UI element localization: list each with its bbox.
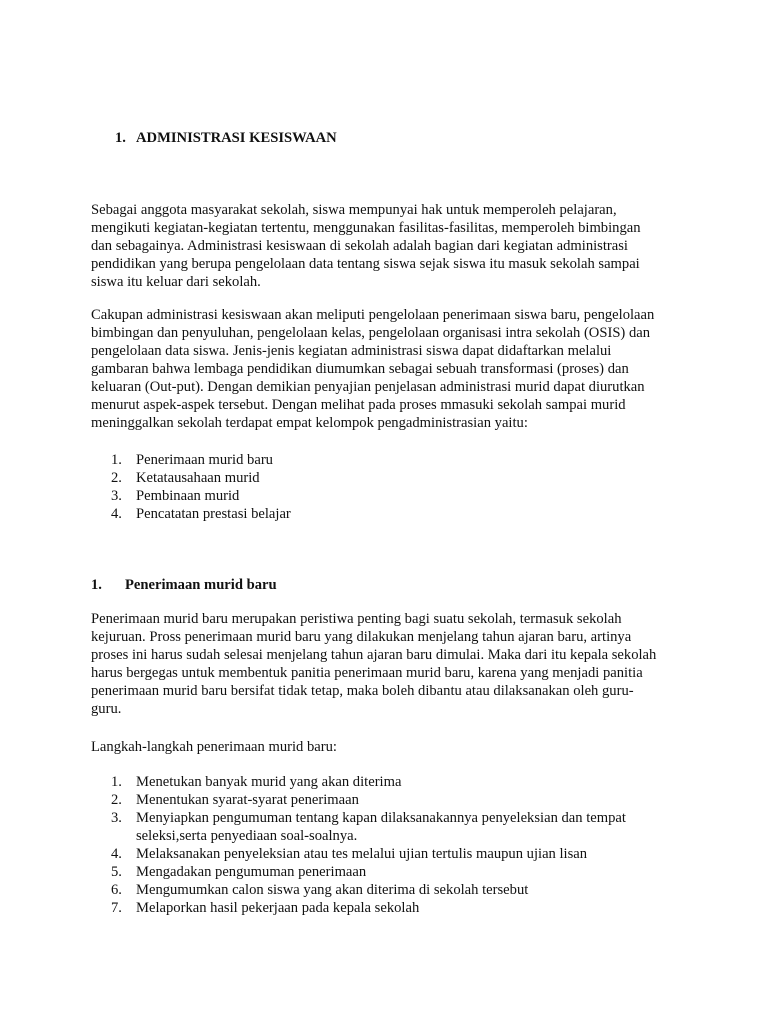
list-number: 5.	[111, 864, 122, 880]
paragraph-line: siswa itu keluar dari sekolah.	[91, 274, 261, 290]
paragraph-intro	[91, 201, 671, 291]
list-item	[111, 881, 626, 899]
paragraph-line: Cakupan administrasi kesiswaan akan meliputi pengelolaan penerimaan siswa baru, pengelolaan	[91, 307, 655, 323]
list-text: Mengadakan pengumuman penerimaan	[136, 864, 367, 880]
list-item	[111, 505, 291, 523]
paragraph-line: Penerimaan murid baru merupakan peristiwa penting bagi suatu sekolah, termasuk sekolah	[91, 611, 622, 627]
list-text: Mengumumkan calon siswa yang akan diterima di sekolah tersebut	[136, 882, 529, 898]
list-number: 1.	[111, 774, 122, 790]
list-text: Melaksanakan penyeleksian atau tes melalui ujian tertulis maupun ujian lisan	[136, 846, 588, 862]
list-text: Menentukan syarat-syarat penerimaan	[136, 792, 359, 808]
paragraph-admission	[91, 610, 671, 718]
admission-steps-list	[111, 773, 626, 917]
list-text: seleksi,serta penyediaan soal-soalnya.	[136, 828, 358, 844]
list-number: 2.	[111, 470, 122, 486]
paragraph-line: meninggalkan sekolah terdapat empat kelompok pengadministrasian yaitu:	[91, 415, 528, 431]
list-text: Penerimaan murid baru	[136, 452, 273, 468]
list-item	[111, 899, 626, 917]
paragraph-line: harus bergegas untuk membentuk panitia penerimaan murid baru, karena yang menjadi panitia	[91, 665, 643, 681]
list-item	[111, 791, 626, 809]
paragraph-scope	[91, 306, 671, 432]
section-title: Penerimaan murid baru	[125, 577, 277, 593]
list-text: Pencatatan prestasi belajar	[136, 506, 291, 522]
list-item	[111, 863, 626, 881]
list-text: Melaporkan hasil pekerjaan pada kepala sekolah	[136, 900, 420, 916]
section-number: 1.	[115, 130, 126, 146]
list-item	[111, 809, 626, 845]
list-text: Pembinaan murid	[136, 488, 240, 504]
paragraph-steps-intro	[91, 738, 671, 756]
list-number: 2.	[111, 792, 122, 808]
paragraph-line: guru.	[91, 701, 122, 717]
paragraph-line: kejuruan. Pross penerimaan murid baru yang dilakukan menjelang tahun ajaran baru, artinya	[91, 629, 632, 645]
list-number: 4.	[111, 506, 122, 522]
paragraph-line: pengelolaan data siswa. Jenis-jenis kegiatan administrasi siswa dapat didaftarkan melalui	[91, 343, 612, 359]
paragraph-line: dan sebagainya. Administrasi kesiswaan di sekolah adalah bagian dari kegiatan administrasi	[91, 238, 628, 254]
section-title: ADMINISTRASI KESISWAAN	[136, 130, 337, 146]
paragraph-line: penerimaan murid baru bersifat tidak tetap, maka boleh dibantu atau dilaksanakan oleh guru-	[91, 683, 634, 699]
paragraph-line: keluaran (Out-put). Dengan demikian penyajian penjelasan administrasi murid dapat diurutkan	[91, 379, 645, 395]
list-item	[111, 469, 291, 487]
list-text: Ketatausahaan murid	[136, 470, 260, 486]
list-number: 4.	[111, 846, 122, 862]
paragraph-line: proses ini harus sudah selesai menjelang tahun ajaran baru dimulai. Maka dari itu kepala sekolah	[91, 647, 657, 663]
list-item	[111, 845, 626, 863]
list-item	[111, 773, 626, 791]
list-number: 1.	[111, 452, 122, 468]
paragraph-line: bimbingan dan penyuluhan, pengelolaan kelas, pengelolaan organisasi intra sekolah (OSIS) dan	[91, 325, 651, 341]
list-text: Menetukan banyak murid yang akan diterima	[136, 774, 402, 790]
list-number: 3.	[111, 488, 122, 504]
list-text: Menyiapkan pengumuman tentang kapan dilaksanakannya penyeleksian dan tempat	[136, 810, 626, 826]
list-item	[111, 451, 291, 469]
paragraph-line: Sebagai anggota masyarakat sekolah, siswa mempunyai hak untuk memperoleh pelajaran,	[91, 202, 617, 218]
list-number: 3.	[111, 810, 122, 826]
section-number: 1.	[91, 577, 102, 593]
paragraph-line: Langkah-langkah penerimaan murid baru:	[91, 739, 337, 755]
paragraph-line: mengikuti kegiatan-kegiatan tertentu, menggunakan fasilitas-fasilitas, memperoleh bimbingan	[91, 220, 641, 236]
paragraph-line: pendidikan yang berupa pengelolaan data tentang siswa sejak siswa itu masuk sekolah sampai	[91, 256, 640, 272]
paragraph-line: menurut aspek-aspek tersebut. Dengan melihat pada proses mmasuki sekolah sampai murid	[91, 397, 626, 413]
section-heading-administrasi-kesiswaan	[115, 129, 337, 147]
list-item	[111, 487, 291, 505]
administration-groups-list	[111, 451, 291, 523]
section-heading-penerimaan-murid-baru	[91, 576, 277, 594]
list-number: 6.	[111, 882, 122, 898]
paragraph-line: gambaran bahwa lembaga pendidikan diumumkan sebagai sebuah transformasi (proses) dan	[91, 361, 629, 377]
list-number: 7.	[111, 900, 122, 916]
